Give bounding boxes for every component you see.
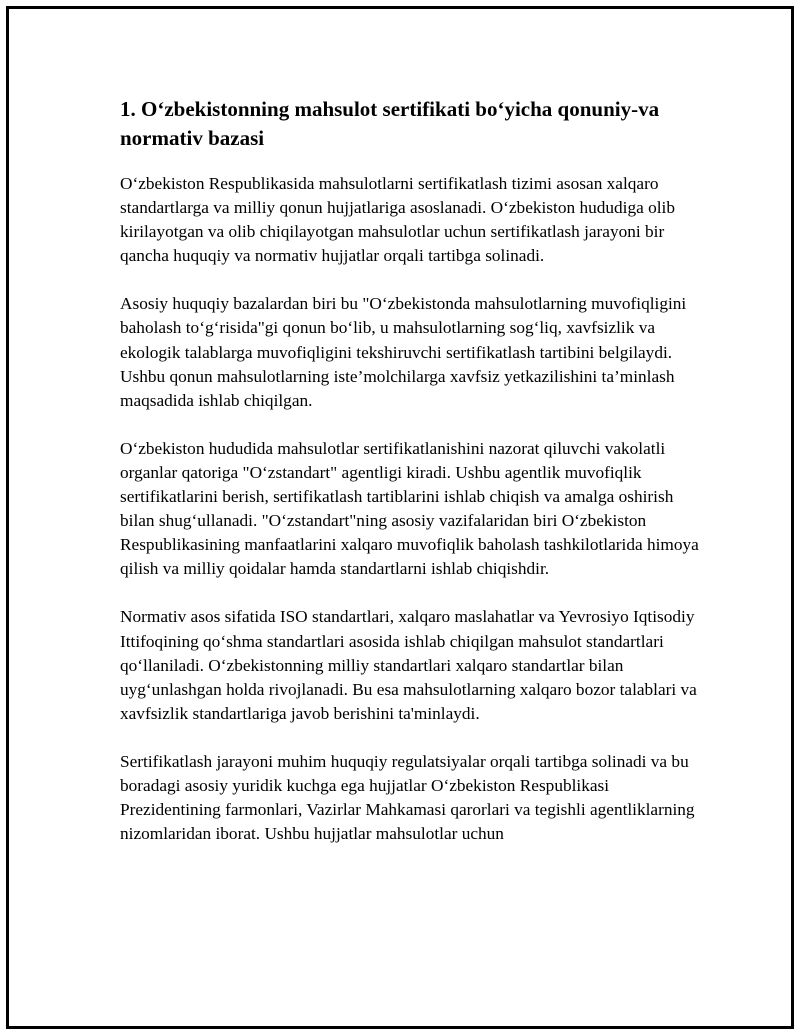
paragraph-5: Sertifikatlash jarayoni muhim huquqiy regulatsiyalar orqali tartibga solinadi va bu boradagi asosiy yuridik kuchga ega hujjatlar O‘zbekiston Respublikasi Prezidentining farmonlari, Vazirlar Mahkamasi qarorlari va tegishli agentliklarning nizomlaridan iborat. Ushbu hujjatlar mahsulotlar uchun <box>120 751 695 844</box>
page-frame <box>6 6 794 1029</box>
paragraph-4: Normativ asos sifatida ISO standartlari, xalqaro maslahatlar va Yevrosiyo Iqtisodiy Ittifoqining qo‘shma standartlari asosida ishlab chiqilgan mahsulot standartlari qo‘llaniladi. O‘zbekistonning milliy standartlari xalqaro standartlar bilan uyg‘unlashgan holda rivojlanadi. Bu esa mahsulotlarning xalqaro bozor talablari va xavfsizlik standartlariga javob berishini ta'minlaydi. <box>120 607 697 723</box>
paragraph-2: Asosiy huquqiy bazalardan biri bu "O‘zbekistonda mahsulotlarning muvofiqligini baholash to‘g‘risida"gi qonun bo‘lib, u mahsulotlarning sog‘liq, xavfsizlik va ekologik talablarga muvofiqligini tekshiruvchi sertifikatlash tartibini belgilaydi. Ushbu qonun mahsulotlarning iste’molchilarga xavfsiz yetkazilishini ta’minlash maqsadida ishlab chiqilgan. <box>120 294 687 410</box>
section-heading: 1. O‘zbekistonning mahsulot sertifikati bo‘yicha qonuniy-va normativ bazasi <box>120 97 660 150</box>
paragraph-3: O‘zbekiston hududida mahsulotlar sertifikatlanishini nazorat qiluvchi vakolatli organlar qatoriga "O‘zstandart" agentligi kiradi. Ushbu agentlik muvofiqlik sertifikatlarini berish, sertifikatlash tartiblarini ishlab chiqish va amalga oshirish bilan shug‘ullanadi. "O‘zstandart"ning asosiy vazifalaridan biri O‘zbekiston Respublikasining manfaatlarini xalqaro muvofiqlik baholash tashkilotlarida himoya qilish va milliy qoidalar hamda standartlarni ishlab chiqishdir. <box>120 438 699 579</box>
document-body <box>120 95 700 870</box>
paragraph-1: O‘zbekiston Respublikasida mahsulotlarni sertifikatlash tizimi asosan xalqaro standartlarga va milliy qonun hujjatlariga asoslanadi. O‘zbekiston hududiga olib kirilayotgan va olib chiqilayotgan mahsulotlar uchun sertifikatlash jarayoni bir qancha huquqiy va normativ hujjatlar orqali tartibga solinadi. <box>120 174 675 266</box>
